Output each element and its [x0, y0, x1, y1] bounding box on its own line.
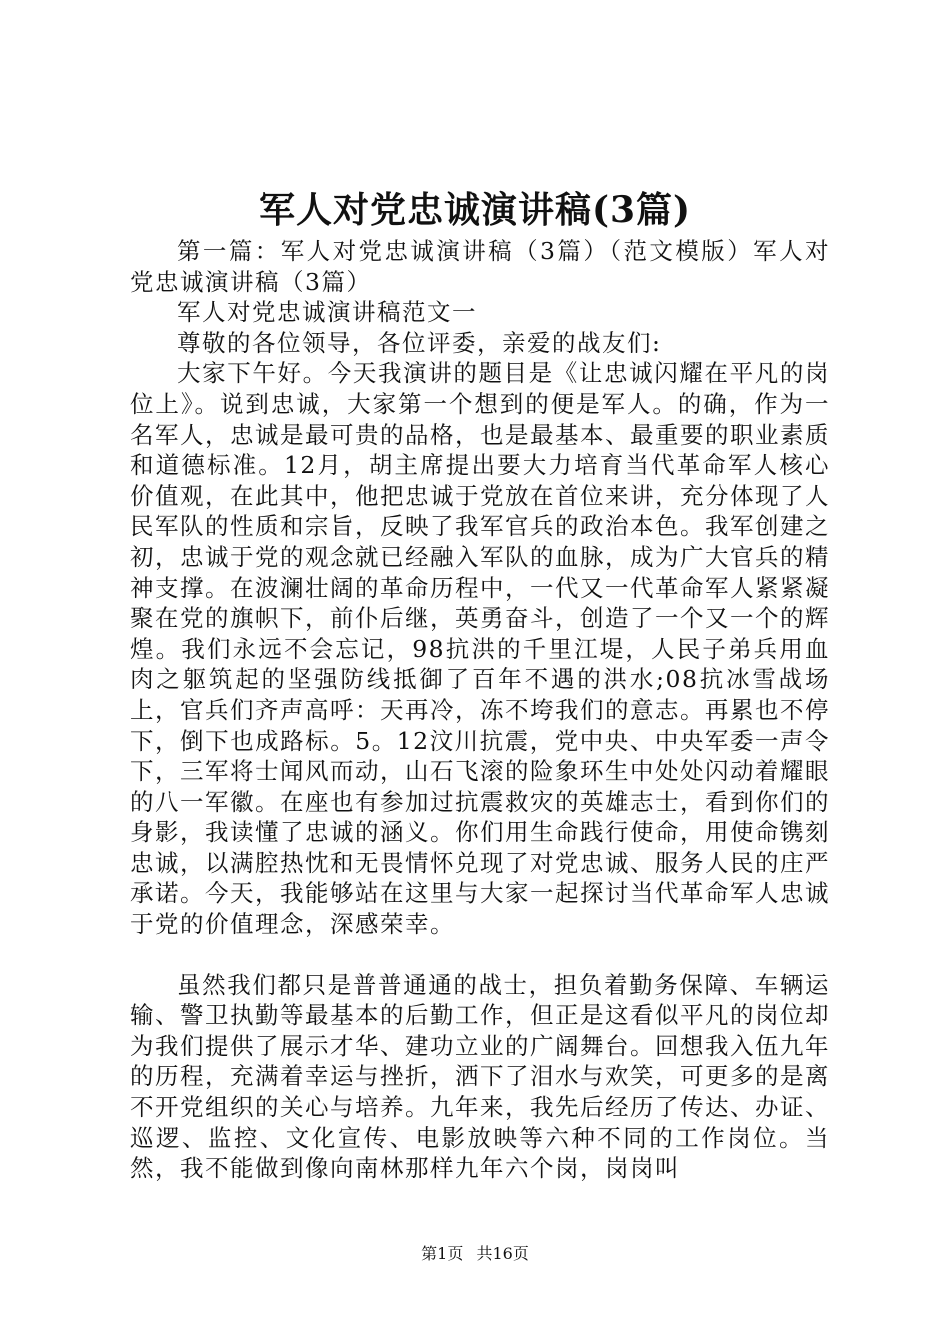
paragraph-body-1: 大家下午好。今天我演讲的题目是《让忠诚闪耀在平凡的岗位上》。说到忠诚，大家第一个想到的便是军人。的确，作为一名军人，忠诚是最可贵的品格，也是最基本、最重要的职业素质和道德标准。12月，胡主席提出要大力培育当代革命军人核心价值观，在此其中，他把忠诚于党放在首位来讲，充分体现了人民军队的性质和宗旨，反映了我军官兵的政治本色。我军创建之初，忠诚于党的观念就已经融入军队的血脉，成为广大官兵的精神支撑。在波澜壮阔的革命历程中，一代又一代革命军人紧紧凝聚在党的旗帜下，前仆后继，英勇奋斗，创造了一个又一个的辉煌。我们永远不会忘记，98抗洪的千里江堤，人民子弟兵用血肉之躯筑起的坚强防线抵御了百年不遇的洪水;08抗冰雪战场上，官兵们齐声高呼：天再冷，冻不垮我们的意志。再累也不停下，倒下也成路标。5。12汶川抗震，党中央、中央军委一声令下，三军将士闻风而动，山石飞滚的险象环生中处处闪动着耀眼的八一军徽。在座也有参加过抗震救灾的英雄志士，看到你们的身影，我读懂了忠诚的涵义。你们用生命践行使命，用使命镌刻忠诚，以满腔热忱和无畏情怀兑现了对党忠诚、服务人民的庄严承诺。今天，我能够站在这里与大家一起探讨当代革命军人忠诚于党的价值理念，深感荣幸。 [130, 359, 830, 939]
page-total: 共16页 [476, 1244, 529, 1263]
page-number: 第1页 [421, 1244, 464, 1263]
paragraph-heading-first-article: 第一篇：军人对党忠诚演讲稿（3篇）（范文模版）军人对党忠诚演讲稿（3篇） [130, 237, 830, 296]
paragraph-salutation: 尊敬的各位领导，各位评委，亲爱的战友们: [177, 328, 662, 357]
paragraph-subheading: 军人对党忠诚演讲稿范文一 [177, 298, 477, 327]
paragraph-body-2: 虽然我们都只是普普通通的战士，担负着勤务保障、车辆运输、警卫执勤等最基本的后勤工作，但正是这看似平凡的岗位却为我们提供了展示才华、建功立业的广阔舞台。回想我入伍九年的历程，充满着幸运与挫折，洒下了泪水与欢笑，可更多的是离不开党组织的关心与培养。九年来，我先后经历了传达、办证、巡逻、监控、文化宣传、电影放映等六种不同的工作岗位。当然，我不能做到像向南林那样九年六个岗，岗岗叫 [130, 970, 830, 1183]
document-body [130, 236, 830, 1184]
document-title: 军人对党忠诚演讲稿(3篇) [258, 189, 692, 231]
page-footer [0, 1244, 950, 1264]
